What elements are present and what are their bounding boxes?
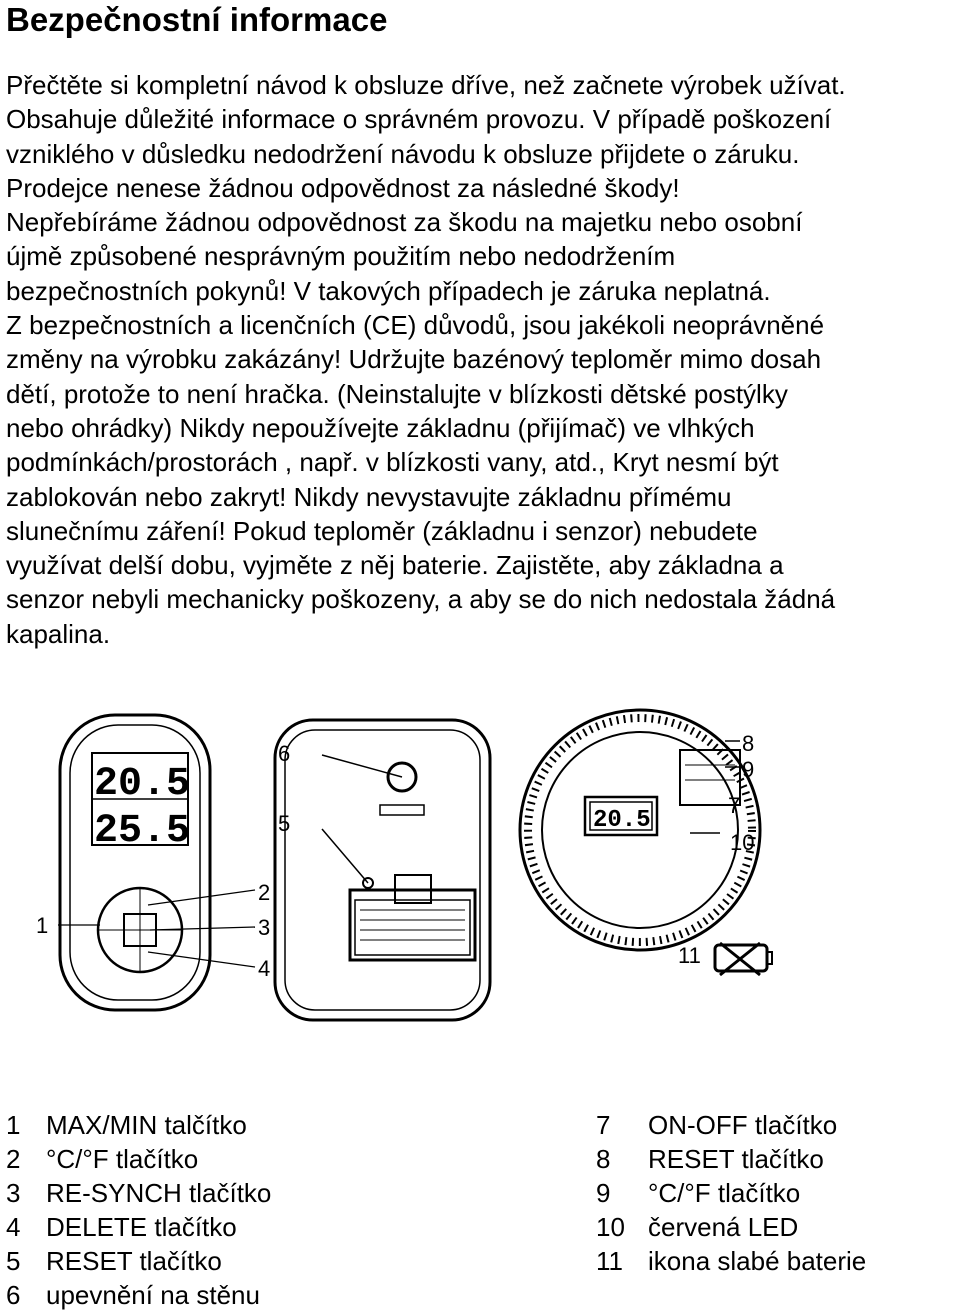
paragraph-line: vzniklého v důsledku nedodržení návodu k obsluze přijdete o záruku. [6, 138, 800, 169]
base-station-back [275, 720, 490, 1020]
legend-item: 7 ON-OFF tlačítko [596, 1110, 838, 1140]
paragraph-line: Z bezpečnostních a licenčních (CE) důvodů, jsou jakékoli neoprávněné [6, 310, 825, 341]
paragraph-line: změny na výrobku zakázány! Udržujte bazénový teploměr mimo dosah [6, 344, 822, 375]
page-title: Bezpečnostní informace [6, 1, 388, 38]
display-bottom-value: 25.5 [94, 809, 191, 854]
paragraph-line: Přečtěte si kompletní návod k obsluze dříve, než začnete výrobek užívat. [6, 70, 846, 100]
base-station-front [60, 715, 210, 1010]
safety-paragraph [6, 68, 956, 651]
legend-item: 10 červená LED [596, 1212, 799, 1242]
low-battery-icon [715, 943, 772, 975]
callout-6: 6 [278, 741, 291, 766]
legend-item: 1 MAX/MIN talčítko [6, 1110, 247, 1140]
paragraph-line: újmě způsobené nesprávným použitím nebo nedodržením [6, 241, 676, 272]
paragraph-line: Obsahuje důležité informace o správném provozu. V případě poškození [6, 104, 832, 135]
legend-item: 5 RESET tlačítko [6, 1246, 222, 1276]
paragraph-line: Nepřebíráme žádnou odpovědnost za škodu na majetku nebo osobní [6, 207, 803, 238]
paragraph-line: Prodejce nenese žádnou odpovědnost za následné škody! [6, 172, 680, 203]
paragraph-line: bezpečnostních pokynů! V takových případech je záruka neplatná. [6, 275, 771, 306]
sensor-display-value: 20.5 [593, 807, 651, 834]
legend-item: 4 DELETE tlačítko [6, 1212, 237, 1242]
callout-2: 2 [258, 880, 271, 905]
legend-item: 8 RESET tlačítko [596, 1144, 824, 1174]
legend-item: 9 °C/°F tlačítko [596, 1178, 801, 1208]
paragraph-line: nebo ohrádky) Nikdy nepoužívejte základnu (přijímač) ve vlhkých [6, 412, 755, 443]
callout-8: 8 [742, 731, 755, 756]
callout-1: 1 [36, 913, 49, 938]
paragraph-line: senzor nebyli mechanicky poškozeny, a aby se do nich nedostala žádná [6, 584, 836, 615]
paragraph-line: kapalina. [6, 618, 111, 649]
legend-item: 11 ikona slabé baterie [596, 1246, 867, 1276]
callout-9: 9 [742, 757, 755, 782]
callout-4: 4 [258, 956, 271, 981]
paragraph-line: využívat delší dobu, vyjměte z něj baterie. Zajistěte, aby základna a [6, 550, 784, 581]
callout-11: 11 [678, 943, 701, 968]
callout-5: 5 [278, 811, 291, 836]
callout-3: 3 [258, 915, 271, 940]
paragraph-line: zablokován nebo zakryt! Nikdy nevystavujte základnu přímému [6, 481, 732, 512]
display-top-value: 20.5 [94, 762, 191, 807]
callout-7: 7 [728, 793, 741, 818]
legend-item: 6 upevnění na stěnu [6, 1280, 260, 1310]
legend-item: 3 RE-SYNCH tlačítko [6, 1178, 272, 1208]
paragraph-line: dětí, protože to není hračka. (Neinstalujte v blízkosti dětské postýlky [6, 378, 788, 409]
legend-item: 2 °C/°F tlačítko [6, 1144, 199, 1174]
device-diagram [30, 705, 960, 1085]
callout-10: 10 [730, 830, 755, 855]
paragraph-line: slunečnímu záření! Pokud teploměr (základnu i senzor) nebudete [6, 515, 758, 546]
paragraph-line: podmínkách/prostorách , např. v blízkosti vany, atd., Kryt nesmí být [6, 447, 779, 478]
